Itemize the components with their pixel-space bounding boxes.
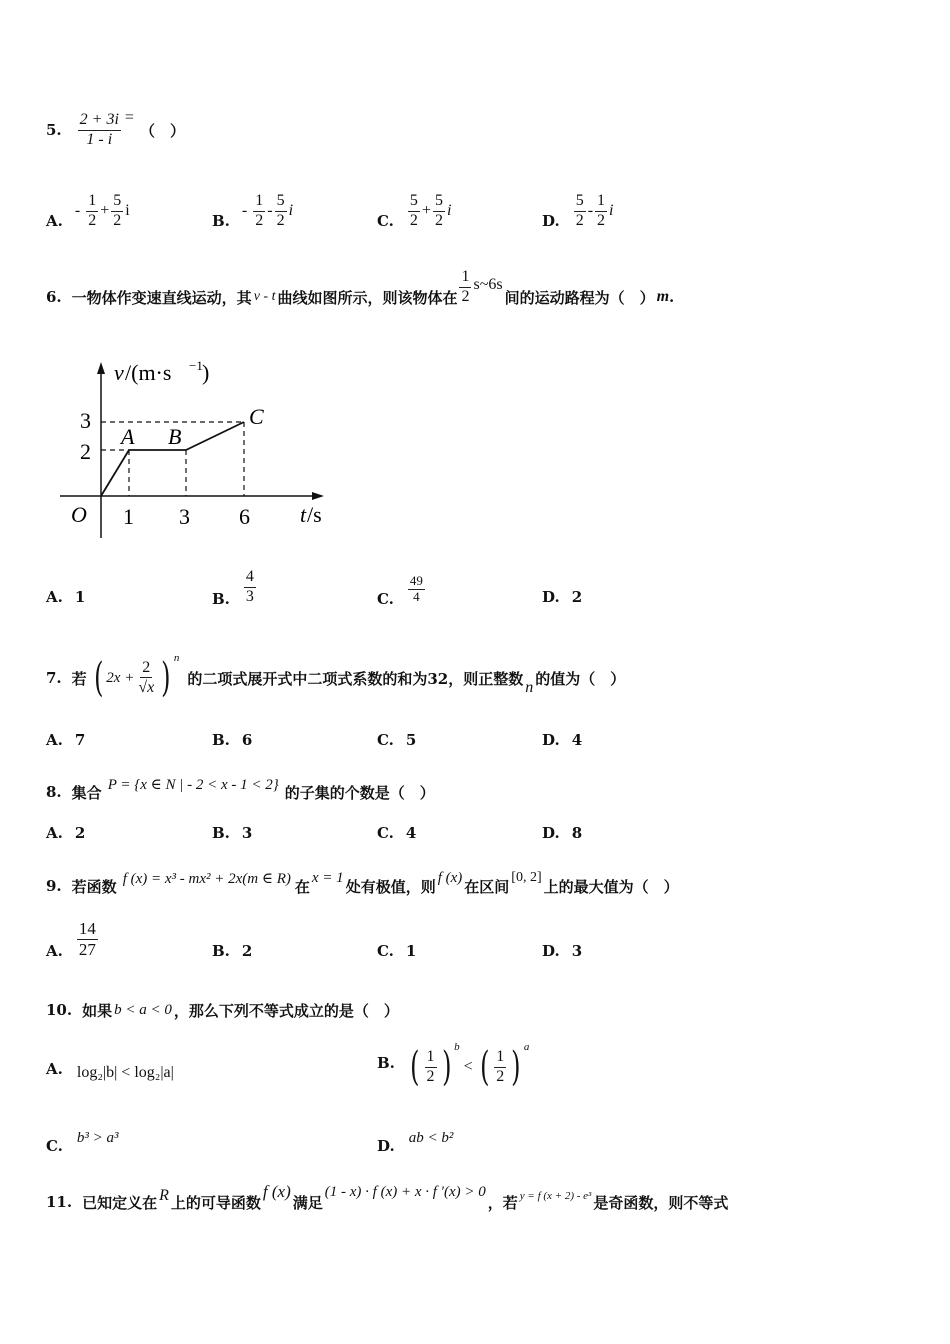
q5-option-b-d2: 2 xyxy=(276,211,285,229)
q10-option-b-paren-l2: ( xyxy=(479,1044,490,1090)
q10-option-b-d1: 2 xyxy=(426,1067,435,1085)
q9-number: 9. xyxy=(46,877,62,895)
q5-option-d-d2: 2 xyxy=(597,211,606,229)
q7-option-c-label: C. xyxy=(377,731,394,749)
q10 xyxy=(46,998,399,1022)
q6-option-a[interactable] xyxy=(46,588,85,606)
q7-option-a-value: 7 xyxy=(74,731,86,749)
q11-R: R xyxy=(159,1187,169,1204)
q6-unit: m xyxy=(656,288,670,305)
q6-option-c[interactable] xyxy=(377,566,427,612)
xtick-3: 3 xyxy=(179,504,190,529)
q9-option-b[interactable] xyxy=(212,942,252,960)
q6-option-c-n: 49 xyxy=(409,572,423,588)
origin-o: O xyxy=(71,502,87,527)
q10-option-a-label: A. xyxy=(46,1060,63,1078)
q5-option-d-op: - xyxy=(587,202,594,219)
q6-option-d[interactable] xyxy=(542,588,582,606)
q6-option-c-frac xyxy=(408,574,425,605)
q11-t1: 已知定义在 xyxy=(82,1193,158,1212)
q7-option-b-label: B. xyxy=(212,731,230,749)
q9-option-a-n: 14 xyxy=(78,918,96,938)
q10-cond: b < a < 0 xyxy=(114,1001,172,1018)
q5-option-c-n1: 5 xyxy=(408,192,420,211)
q8 xyxy=(46,764,435,804)
q5-option-b-op: - xyxy=(267,202,273,219)
ytick-3: 3 xyxy=(80,408,91,433)
q6-option-b-label: B. xyxy=(212,590,230,608)
q9-option-d-value: 3 xyxy=(571,942,583,960)
q5-option-a-unit: i xyxy=(125,202,130,219)
q5-option-d-d1: 2 xyxy=(575,211,584,229)
q7-frac-n: 2 xyxy=(140,659,152,678)
q5-option-a-frac1 xyxy=(86,192,98,230)
q7 xyxy=(46,648,625,708)
q5-option-c[interactable] xyxy=(377,186,451,236)
q5-option-c-d2: 2 xyxy=(434,211,443,229)
q10-tail: ，那么下列不等式成立的是（ ） xyxy=(173,1001,399,1020)
q8-tail: 的子集的个数是（ ） xyxy=(284,783,435,802)
q7-option-b-value: 6 xyxy=(241,731,253,749)
q5-option-c-frac2 xyxy=(433,192,445,230)
q5-option-b-label: B. xyxy=(212,212,230,230)
q8-option-d-label: D. xyxy=(542,824,560,842)
q6-frac-d: 2 xyxy=(461,287,470,305)
q6-option-a-value: 1 xyxy=(74,588,86,606)
q5-option-b-frac1 xyxy=(253,192,265,230)
q10-option-b[interactable] xyxy=(377,1040,529,1094)
q5-option-a-d1: 2 xyxy=(88,211,97,229)
q5-option-c-d1: 2 xyxy=(409,211,418,229)
q9-option-a-frac xyxy=(77,919,98,959)
q10-option-b-exp-b: b xyxy=(454,1041,460,1053)
q5-option-b-n2: 5 xyxy=(275,192,287,211)
q5-option-d-n2: 1 xyxy=(595,192,607,211)
q6-text2: 曲线如图所示，则该物体在 xyxy=(277,288,458,307)
y-label-close: ) xyxy=(202,360,210,385)
q5-option-a-op: + xyxy=(100,202,110,219)
q11-odd: y = f (x + 2) - e³ xyxy=(519,1190,592,1202)
x-label-unit: /s xyxy=(307,502,322,527)
q10-option-b-d2: 2 xyxy=(496,1067,505,1085)
q8-option-b-label: B. xyxy=(212,824,230,842)
q11-fx: f (x) xyxy=(262,1182,291,1201)
q5-option-a-n2: 5 xyxy=(111,192,123,211)
q5-option-c-unit: i xyxy=(446,202,452,219)
q5-option-a[interactable] xyxy=(46,186,130,236)
q6-option-d-value: 2 xyxy=(571,588,583,606)
q5-option-d-n1: 5 xyxy=(574,192,586,211)
q5-option-c-n2: 5 xyxy=(433,192,445,211)
q7-right-paren: ) xyxy=(161,655,171,701)
q5-numerator: 2 + 3i xyxy=(78,111,121,130)
q7-option-a-label: A. xyxy=(46,731,63,749)
q7-option-d-label: D. xyxy=(542,731,560,749)
q10-option-d[interactable] xyxy=(377,1120,453,1156)
ytick-2: 2 xyxy=(80,439,91,464)
q8-option-c[interactable] xyxy=(377,824,416,842)
q9-tail: 上的最大值为（ ） xyxy=(543,877,679,896)
q6-option-b[interactable] xyxy=(212,562,258,612)
q10-option-b-exp-a: a xyxy=(523,1041,530,1053)
q5-option-d-frac2 xyxy=(595,192,607,230)
q10-option-a-expr: log₂|b| < log₂|a| xyxy=(76,1064,174,1081)
q6-option-c-d: 4 xyxy=(413,588,420,604)
q7-option-d-value: 4 xyxy=(571,731,583,749)
y-label-unit: /(m·s xyxy=(125,360,172,385)
q10-option-d-label: D. xyxy=(377,1137,395,1155)
q9-func: f (x) = x³ - mx² + 2x(m ∈ R) xyxy=(122,870,291,887)
x-axis-arrow-icon xyxy=(312,492,324,500)
q8-option-a[interactable] xyxy=(46,824,85,842)
q6-range: s~6s xyxy=(473,276,503,293)
q10-number: 10. xyxy=(46,1001,73,1019)
q9-cond: x = 1 xyxy=(311,869,344,886)
q6-option-a-label: A. xyxy=(46,588,63,606)
q10-option-b-frac2 xyxy=(494,1048,506,1086)
q9-option-b-label: B. xyxy=(212,942,230,960)
q5-denominator: 1 - i xyxy=(86,130,113,148)
q7-left-paren: ( xyxy=(93,655,104,701)
q5-option-c-label: C. xyxy=(377,212,394,230)
q8-option-c-value: 4 xyxy=(405,824,417,842)
y-axis-arrow-icon xyxy=(97,362,105,374)
q9-option-a[interactable] xyxy=(46,914,100,964)
q11-tail: 是奇函数，则不等式 xyxy=(593,1193,729,1212)
q6-vt-graph xyxy=(54,356,344,546)
q6-option-b-d: 3 xyxy=(245,587,254,605)
q10-option-c[interactable] xyxy=(46,1120,119,1156)
q7-option-b[interactable] xyxy=(212,731,252,749)
q6-frac-n: 1 xyxy=(459,268,471,287)
q5-option-d[interactable] xyxy=(542,186,613,236)
q5-option-a-n1: 1 xyxy=(86,192,98,211)
q11-t2: 上的可导函数 xyxy=(170,1193,261,1212)
q7-option-c-value: 5 xyxy=(405,731,417,749)
q5-option-a-sign: - xyxy=(74,202,81,219)
q6-frac xyxy=(459,268,471,306)
q8-pre: 集合 xyxy=(71,783,102,802)
q5-option-d-unit: i xyxy=(609,202,614,219)
q6-text1: 一物体作变速直线运动，其 xyxy=(71,288,252,307)
q8-option-a-value: 2 xyxy=(74,824,86,842)
q6-number: 6. xyxy=(46,288,62,306)
point-a: A xyxy=(121,424,135,449)
q9-option-d[interactable] xyxy=(542,942,582,960)
q5-option-b-unit: i xyxy=(288,202,294,219)
q10-option-b-paren-r1: ) xyxy=(441,1044,452,1090)
q10-option-b-paren-r2: ) xyxy=(511,1044,521,1090)
q8-option-a-label: A. xyxy=(46,824,63,842)
q8-number: 8. xyxy=(46,783,62,801)
x-label-t: t xyxy=(300,502,307,527)
q7-option-d[interactable] xyxy=(542,731,582,749)
point-b: B xyxy=(168,424,182,449)
y-label-sup: −1 xyxy=(189,358,203,373)
q7-tail: 的值为（ ） xyxy=(535,669,626,688)
q11-t4: ，若 xyxy=(487,1193,518,1212)
q10-option-b-frac1 xyxy=(425,1048,437,1086)
q8-option-d-value: 8 xyxy=(571,824,583,842)
q7-option-c[interactable] xyxy=(377,731,416,749)
q5-blank: （ ） xyxy=(139,121,185,140)
q7-option-a[interactable] xyxy=(46,731,85,749)
q7-exp: n xyxy=(173,652,180,664)
q5-option-b[interactable] xyxy=(212,186,293,236)
q10-option-b-n2: 1 xyxy=(494,1048,506,1067)
point-c: C xyxy=(249,404,264,429)
q7-number: 7. xyxy=(46,669,62,687)
q5-option-b-n1: 1 xyxy=(253,192,265,211)
q9-t1: 在 xyxy=(294,877,310,896)
q6-option-c-label: C. xyxy=(377,590,394,608)
q11 xyxy=(46,1178,728,1214)
q9-option-a-label: A. xyxy=(46,942,63,960)
q5-option-b-d1: 2 xyxy=(255,211,264,229)
q10-option-c-label: C. xyxy=(46,1137,63,1155)
q9-option-a-d: 27 xyxy=(78,939,96,959)
q10-option-b-lt: < xyxy=(463,1058,473,1075)
q5-equals: = xyxy=(124,109,134,126)
q6-text3: 间的运动路程为（ ） xyxy=(504,288,655,307)
q7-frac xyxy=(136,659,156,698)
q5-option-b-sign: - xyxy=(241,202,248,219)
q8-option-b-value: 3 xyxy=(241,824,253,842)
q9-option-c[interactable] xyxy=(377,942,416,960)
q11-number: 11. xyxy=(46,1193,73,1211)
q6-period: . xyxy=(669,288,675,306)
q5-number: 5. xyxy=(46,121,62,139)
q7-term1: 2x + xyxy=(106,669,135,686)
q9-fx: f (x) xyxy=(437,869,463,886)
q5-option-c-frac1 xyxy=(408,192,420,230)
q9-t3: 在区间 xyxy=(464,877,510,896)
y-label-v: v xyxy=(114,360,124,385)
q10-option-c-expr: b³ > a³ xyxy=(76,1129,119,1146)
q8-option-c-label: C. xyxy=(377,824,394,842)
q7-var: n xyxy=(525,679,534,696)
q5-option-d-frac1 xyxy=(574,192,586,230)
q5-option-a-d2: 2 xyxy=(113,211,122,229)
q9-option-b-value: 2 xyxy=(241,942,253,960)
q11-t3: 满足 xyxy=(292,1193,323,1212)
q6-option-d-label: D. xyxy=(542,588,560,606)
q5-option-d-label: D. xyxy=(542,212,560,230)
q9-option-c-value: 1 xyxy=(405,942,417,960)
q8-option-b[interactable] xyxy=(212,824,252,842)
q7-pre: 若 xyxy=(71,669,87,688)
q7-frac-d: √x xyxy=(138,679,155,696)
q7-text: 的二项式展开式中二项式系数的和为32，则正整数 xyxy=(187,669,524,688)
q6 xyxy=(46,268,675,322)
xtick-6: 6 xyxy=(239,504,250,529)
q10-option-d-expr: ab < b² xyxy=(408,1129,454,1146)
q10-pre: 如果 xyxy=(82,1001,113,1020)
q5 xyxy=(46,100,185,160)
q9-interval: [0, 2] xyxy=(511,870,542,885)
q8-set: P = {x ∈ N | - 2 < x - 1 < 2} xyxy=(107,776,279,793)
q6-option-b-n: 4 xyxy=(244,568,256,587)
q10-option-b-n1: 1 xyxy=(425,1048,437,1067)
xtick-1: 1 xyxy=(123,504,134,529)
q9 xyxy=(46,858,679,898)
q5-option-a-frac2 xyxy=(111,192,123,230)
q10-option-b-label: B. xyxy=(377,1054,395,1072)
q11-ineq: (1 - x) · f (x) + x · f ′(x) > 0 xyxy=(324,1183,486,1200)
q6-option-b-frac xyxy=(244,568,256,606)
q5-option-a-label: A. xyxy=(46,212,63,230)
q5-option-b-frac2 xyxy=(275,192,287,230)
q10-option-b-paren-l1: ( xyxy=(410,1044,420,1090)
q9-t2: 处有极值，则 xyxy=(345,877,436,896)
q10-option-a[interactable] xyxy=(46,1058,174,1088)
q9-option-d-label: D. xyxy=(542,942,560,960)
q8-option-d[interactable] xyxy=(542,824,582,842)
q5-fraction xyxy=(78,111,121,149)
q6-vt: v - t xyxy=(253,289,276,304)
q9-option-c-label: C. xyxy=(377,942,394,960)
q5-option-c-op: + xyxy=(421,202,431,219)
q9-pre: 若函数 xyxy=(71,877,117,896)
